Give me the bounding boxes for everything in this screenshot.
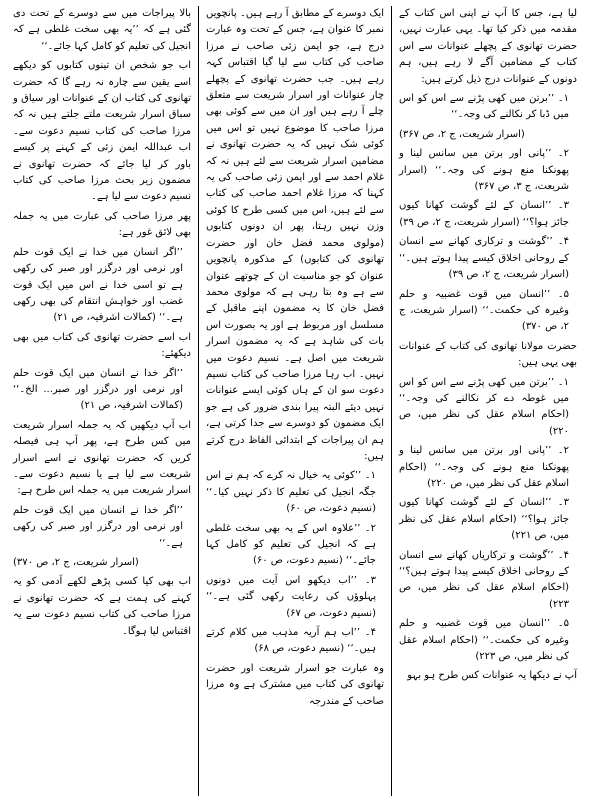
paragraph: (اسرار شریعت، ج ۲، ص ۳۷۰) [13, 557, 139, 568]
paragraph: ۵۔ ’’انسان میں قوت غضبیہ و حلم وغیرہ کی حکمت۔‘‘ (اسرار شریعت، ج ۲، ص ۳۷۰) [399, 288, 569, 333]
paragraph: (اسرار شریعت، ج ۲، ص ۳۶۷) [399, 128, 525, 140]
paragraph: اب جو شخص ان تینوں کتابوں کو دیکھے اسے یقین سے چارہ نہ رہے گا کہ حضرت تھانوی کی کتاب ان کے عنوانات اور سیاق و سباق اسرار شریعت ملتے جلتے ہیں نہ کہ مرزا صاحب کی کتاب نسیم دعوت سے۔ اب عبداللہ ایمن زئی کے کہنے پر کیسے باور کر لیا جائے کہ حضرت تھانوی نے مضمون زیر بحث مرزا صاحب کی کتاب نسیم دعوت سے لیا ہے۔ [13, 60, 191, 203]
paragraph: ۱۔ ’’کوئی یہ خیال نہ کرے کہ ہم نے اس جگہ انجیل کی تعلیم کا ذکر نہیں کیا۔‘‘ (نسیم دعوت، ص ۶۰) [206, 470, 376, 515]
paragraph: اب اسے حضرت تھانوی کی کتاب میں بھی دیکھئے: [13, 331, 191, 360]
paragraph: اب آپ دیکھیں کہ یہ جملہ اسرار شریعت میں کس طرح ہے، پھر آپ ہی فیصلہ کریں کہ حضرت تھانوی نے اسے اسرار شریعت سے لیا ہے یا نسیم دعوت سے۔ اسرار شریعت میں یہ جملہ اس طرح ہے: [13, 419, 191, 497]
paragraph: ۲۔ ’’پانی اور برتن میں سانس لینا و پھونکنا منع ہونے کی وجہ۔‘‘ (احکام اسلام عقل کی نظر میں، ص ۲۲۰) [399, 445, 569, 489]
paragraph: ۱۔ ’’برتن میں کھی پڑنے سے اس کو اس میں ڈبا کر نکالنے کی وجہ۔‘‘ [399, 93, 569, 121]
paragraph: ۲۔ ’’علاوہ اس کے یہ بھی سخت غلطی ہے کہ انجیل کی تعلیم کو کامل کہا جائے۔‘‘ (نسیم دعوت، ص ۶۰) [206, 522, 376, 567]
paragraph: حضرت مولانا تھانوی کی کتاب کے عنوانات بھی یہی ہیں: [399, 340, 577, 369]
paragraph: ۳۔ ’’اب دیکھو اس آیت میں دونوں پہلوؤں کی رعایت رکھی گئی ہے۔‘‘ (نسیم دعوت، ص ۶۷) [206, 574, 376, 619]
paragraph: لیا ہے، جس کا آپ نے اپنی اس کتاب کے مقدمہ میں ذکر کیا تھا۔ یہی عبارت نہیں، حضرت تھانوی کے پچھلے عنوانات سے اس کتاب کے مضامین آگے لا رہے ہیں، ہم دونوں کے عنوانات درج ذیل کرتے ہیں: [399, 8, 577, 85]
paragraph: ۳۔ ’’انسان کے لئے گوشت کھانا کیوں جائز ہوا؟‘‘ (اسرار شریعت، ج ۲، ص ۳۹) [399, 200, 569, 228]
paragraph: وہ عبارت جو اسرار شریعت اور حضرت تھانوی کی کتاب میں مشترک ہے وہ مرزا صاحب کے مندرجہ [206, 662, 384, 707]
paragraph: ۳۔ ’’انسان کے لئے گوشت کھانا کیوں جائز ہوا؟‘‘ (احکام اسلام عقل کی نظر میں، ص ۲۲۱) [399, 497, 569, 542]
paragraph: ۵۔ ’’انسان میں قوت غضبیہ و حلم وغیرہ کی حکمت۔‘‘ (احکام اسلام عقل کی نظر میں، ص ۲۲۳) [399, 618, 569, 663]
paragraph: ’’اگر انسان میں خدا نے ایک قوت حلم اور نرمی اور درگزر اور صبر کی رکھی ہے تو اسی خدا نے اس میں ایک قوت غضب اور خواہش انتقام کی بھی رکھی ہے۔‘‘ (کمالات اشرفیہ، ص ۲۱) [13, 246, 183, 324]
paragraph: ۲۔ ’’پانی اور برتن میں سانس لینا و پھونکنا منع ہونے کی وجہ۔‘‘ (اسرار شریعت، ج ۳، ص ۳۶۷) [399, 148, 569, 193]
paragraph: ’’اگر خدا نے انسان میں ایک قوت حلم اور نرمی اور درگزر اور صبر... الخ۔‘‘ (کمالات اشرفیہ، ص ۲۱) [13, 367, 183, 412]
paragraph: ۴۔ ’’گوشت و ترکاری کھانے سے انسان کے روحانی اخلاق کیسے پیدا ہوتے ہیں۔‘‘ (اسرار شریعت، ج ۲، ص ۳۹) [399, 236, 569, 281]
paragraph: اب بھی کیا کسی پڑھے لکھے آدمی کو یہ کہنے کی ہمت ہے کہ حضرت تھانوی نے مرزا صاحب کی کتاب نسیم دعوت سے یہ اقتباس لیا ہوگا۔ [13, 576, 191, 637]
paragraph: ۴۔ ’’گوشت و ترکاریاں کھانے سے انسان کے روحانی اخلاق کیسے پیدا ہوتے ہیں؟‘‘ (احکام اسلام عقل کی نظر میں، ص ۲۲۳) [399, 549, 569, 610]
paragraph: بالا پیراجات میں سے دوسرے کے تحت دی گئی ہے کہ ’’یہ بھی سخت غلطی ہے کہ انجیل کی تعلیم کو کامل کہا جائے۔‘‘ [13, 8, 191, 52]
column-right [392, 6, 584, 796]
paragraph: ’’اگر خدا نے انسان میں ایک قوت حلم اور نرمی اور درگزر اور صبر کی رکھی ہے۔‘‘ [13, 504, 183, 549]
column-middle [199, 6, 392, 796]
paragraph: پھر مرزا صاحب کی عبارت میں یہ جملہ بھی لائق غور ہے: [13, 210, 191, 239]
column-left [6, 6, 199, 796]
paragraph: آپ نے دیکھا یہ عنوانات کس طرح ہو بہو [407, 670, 577, 682]
paragraph: ۴۔ ’’اب ہم آریہ مذہب میں کلام کرتے ہیں۔‘‘ (نسیم دعوت، ص ۶۸) [206, 627, 376, 655]
paragraph: ۱۔ ’’برتن میں کھی پڑنے سے اس کو اس میں غوطہ دے کر نکالنے کی وجہ۔‘‘ (احکام اسلام عقل کی نظر میں، ص ۲۲۰) [399, 376, 569, 437]
paragraph: ایک دوسرے کے مطابق آ رہے ہیں۔ پانچویں نمبر کا عنوان ہے، جس کے تحت وہ عبارت درج ہے، جو ایمن زئی صاحب نے مرزا صاحب کی کتاب سے لیا گیا اقتباس کہہ رہے ہیں۔ جب حضرت تھانوی کے پچھلے چار عنوانات اور اسرار شریعت سے متعلق چلے آ رہے ہیں اور ان میں سے کوئی بھی مرزا صاحب کا موضوع نہیں تو اس میں کوئی شک نہیں کہ یہ حضرت تھانوی نے مضامین اسرار شریعت سے لئے ہیں نہ کہ غلام احمد سے اور ایمن زئی صاحب کی یہ کہنا کہ مرزا غلام احمد صاحب کی کتاب سے لئے ہیں، اس میں کسی طرح کا کوئی وزن نہیں رہتا، پھر ان دونوں کتابوں (مولوی محمد فضل خان اور حضرت تھانوی کی کتابوں) کے مذکورہ پانچویں عنوان کو جو مناسبت ان کے چوتھے عنوان سے ہے وہ بتا رہی ہے کہ مولوی محمد فضل خان کا یہ مضمون اپنے ماقبل کے مسلسل اور مربوط ہے اور یہ بصورت اس بات کی شاہد ہے کہ یہ مضمون اسرار شریعت میں اصل ہے۔ نسیم دعوت میں نہیں۔ اب رہا مرزا صاحب کی کتاب نسیم دعوت سو ان کے ہاں کوئی ایسے عنوانات نہیں دیئے البتہ پیرا بندی ضرور کی ہے جو ایک مضمون کو دوسرے سے جدا کرتی ہے، ہم ان پیراجات کے ابتدائی الفاظ درج کرتے ہیں: [206, 8, 384, 462]
